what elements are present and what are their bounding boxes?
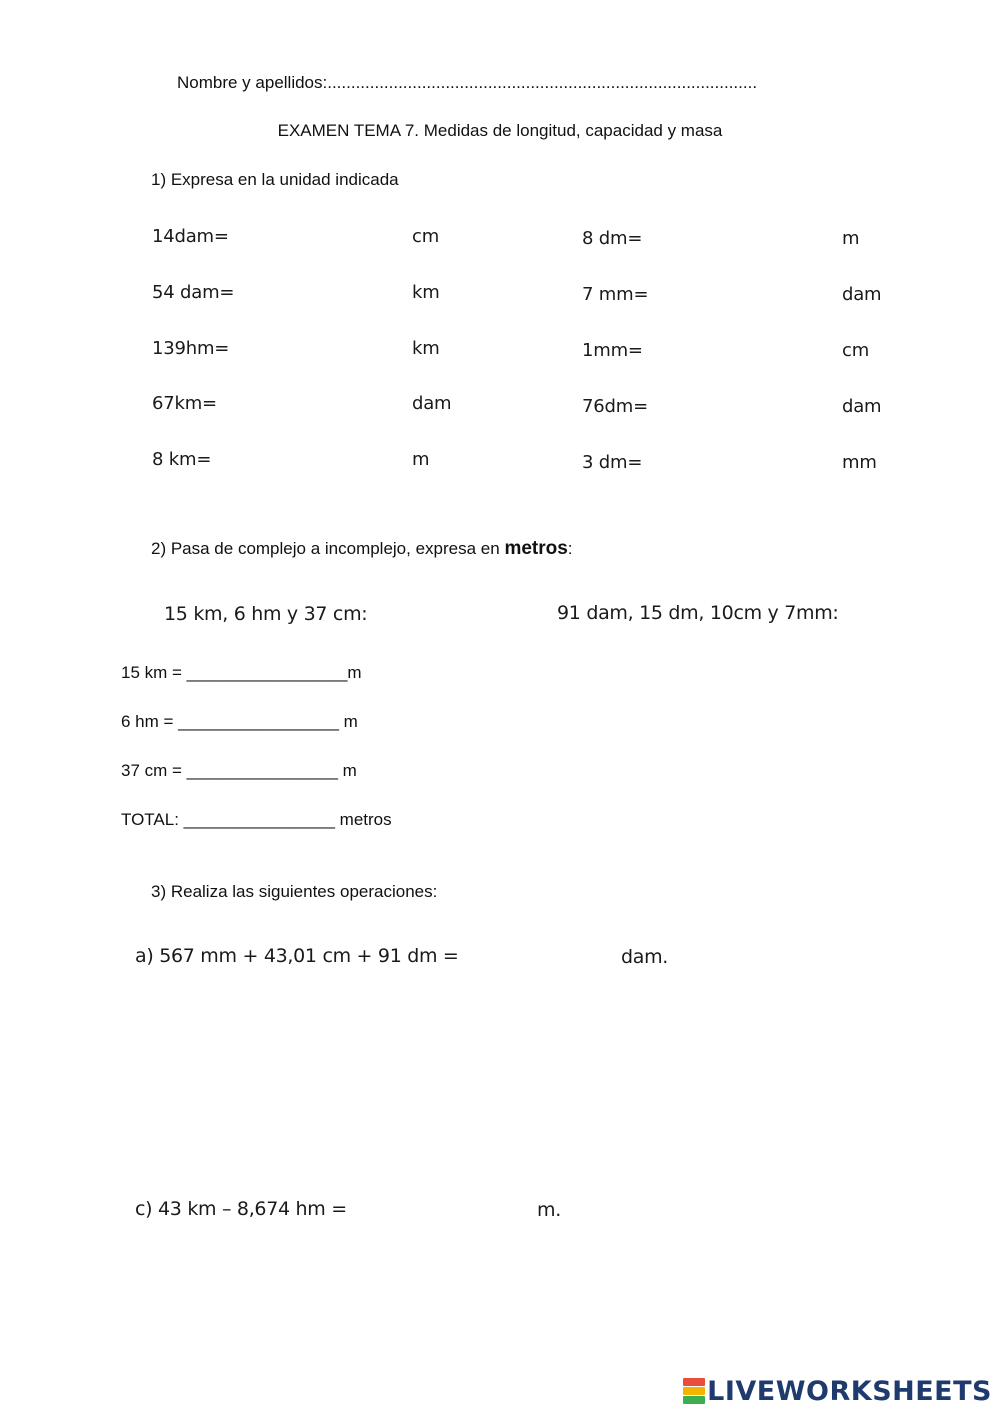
name-line: Nombre y apellidos:........................................................................................... bbox=[177, 73, 758, 92]
q3-op-c-expr: c) 43 km – 8,674 hm = bbox=[135, 1198, 347, 1220]
q3-heading: 3) Realiza las siguientes operaciones: bbox=[151, 882, 438, 901]
q2-line-6hm bbox=[121, 712, 358, 732]
q2-line-unit: m bbox=[338, 712, 358, 731]
q1-left-expr: 139hm= bbox=[152, 338, 230, 359]
q1-right-expr: 3 dm= bbox=[582, 452, 643, 473]
q2-line-label: TOTAL: bbox=[121, 810, 184, 829]
q3-op-a-unit: dam. bbox=[621, 946, 669, 968]
q2-line-unit: metros bbox=[334, 810, 392, 829]
q1-left-expr: 67km= bbox=[152, 393, 217, 414]
q1-right-unit: dam bbox=[842, 396, 882, 417]
q2-answer-blank[interactable]: ________________ bbox=[183, 810, 335, 829]
q1-left-expr: 14dam= bbox=[152, 226, 229, 247]
q1-left-expr: 54 dam= bbox=[152, 282, 235, 303]
q2-line-unit: m bbox=[347, 663, 362, 682]
q2-heading-prefix: 2) Pasa de complejo a incomplejo, expresa en bbox=[151, 539, 505, 558]
q1-right-expr: 76dm= bbox=[582, 396, 648, 417]
q2-heading-bold: metros bbox=[504, 538, 568, 559]
q2-left-problem: 15 km, 6 hm y 37 cm: bbox=[164, 603, 368, 625]
q3-op-c-unit: m. bbox=[537, 1199, 561, 1221]
q2-heading bbox=[151, 538, 573, 560]
q1-heading: 1) Expresa en la unidad indicada bbox=[151, 170, 399, 189]
q1-right-unit: m bbox=[842, 228, 860, 249]
q2-line-label: 37 cm = bbox=[121, 761, 187, 780]
q3-op-a-expr: a) 567 mm + 43,01 cm + 91 dm = bbox=[135, 945, 459, 967]
q2-line-unit: m bbox=[337, 761, 357, 780]
q2-line-label: 15 km = bbox=[121, 663, 187, 682]
logo-text: LIVEWORKSHEETS bbox=[707, 1375, 992, 1407]
q2-line-label: 6 hm = bbox=[121, 712, 179, 731]
q2-answer-blank[interactable]: ________________ bbox=[186, 761, 338, 780]
q2-line-37cm bbox=[121, 761, 357, 781]
q1-right-expr: 7 mm= bbox=[582, 284, 649, 305]
q1-right-expr: 8 dm= bbox=[582, 228, 643, 249]
q1-left-expr: 8 km= bbox=[152, 449, 212, 470]
q1-left-unit: km bbox=[412, 282, 440, 303]
q1-right-expr: 1mm= bbox=[582, 340, 643, 361]
q1-left-unit: cm bbox=[412, 226, 440, 247]
q1-right-unit: mm bbox=[842, 452, 877, 473]
q1-right-unit: cm bbox=[842, 340, 870, 361]
q1-right-unit: dam bbox=[842, 284, 882, 305]
q2-line-total bbox=[121, 810, 392, 830]
q1-left-unit: m bbox=[412, 449, 430, 470]
q1-left-unit: km bbox=[412, 338, 440, 359]
q2-answer-blank[interactable]: _________________ bbox=[186, 663, 348, 682]
q2-answer-blank[interactable]: _________________ bbox=[178, 712, 339, 731]
exam-title: EXAMEN TEMA 7. Medidas de longitud, capacidad y masa bbox=[277, 121, 723, 140]
logo-mark-icon bbox=[683, 1378, 705, 1404]
q1-left-unit: dam bbox=[412, 393, 452, 414]
liveworksheets-logo bbox=[683, 1374, 992, 1408]
q2-heading-suffix: : bbox=[567, 539, 573, 558]
q2-right-problem: 91 dam, 15 dm, 10cm y 7mm: bbox=[557, 602, 839, 624]
q2-line-15km bbox=[121, 663, 362, 683]
